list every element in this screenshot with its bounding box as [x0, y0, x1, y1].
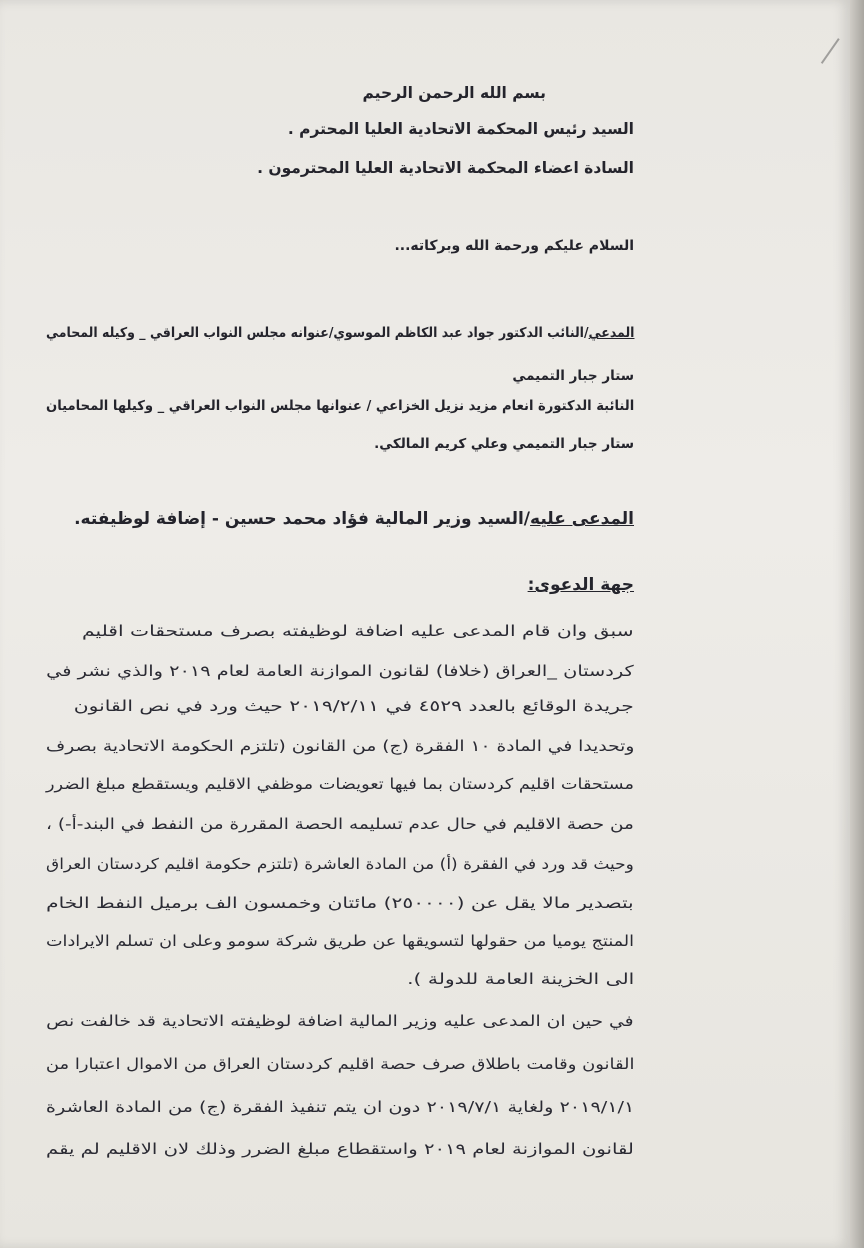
body-line-7: وحيث قد ورد في الفقرة (أ) من المادة العاشرة (تلتزم حكومة اقليم كردستان العراق	[46, 855, 634, 873]
plaintiff-line-2: ستار جبار التميمي	[512, 368, 634, 384]
body-line-6: من حصة الاقليم في حال عدم تسليمه الحصة المقررة من النفط في البند-أ-) ،	[46, 815, 634, 833]
addressee-president: السيد رئيس المحكمة الاتحادية العليا المحترم .	[287, 120, 634, 138]
body-line-12: القانون وقامت باطلاق صرف حصة اقليم كردستان العراق من الاموال اعتبارا من	[45, 1055, 634, 1073]
body-line-2: كردستان _العراق (خلافا) لقانون الموازنة العامة لعام ٢٠١٩ والذي نشر في	[46, 662, 634, 680]
body-line-14: لقانون الموازنة لعام ٢٠١٩ واستقطاع مبلغ الضرر وذلك لان الاقليم لم يقم	[46, 1140, 634, 1158]
plaintiff-line-4: ستار جبار التميمي وعلي كريم المالكي.	[374, 436, 634, 452]
body-line-5: مستحقات اقليم كردستان بما فيها تعويضات موظفي الاقليم ويستقطع مبلغ الضرر	[46, 775, 634, 793]
body-line-13: ٢٠١٩/١/١ ولغاية ٢٠١٩/٧/١ دون ان يتم تنفيذ الفقرة (ج) من المادة العاشرة	[45, 1098, 634, 1116]
paper-edge	[850, 0, 864, 1248]
plaintiff-line-3: النائبة الدكتورة انعام مزيد نزيل الخزاعي / عنوانها مجلس النواب العراقي _ وكيلها المحاميان	[45, 398, 634, 414]
defendant-text: /السيد وزير المالية فؤاد محمد حسين - إضافة لوظيفته.	[74, 509, 531, 529]
defendant-label: المدعى عليه	[530, 509, 634, 529]
basmala: بسم الله الرحمن الرحيم	[362, 84, 546, 102]
body-line-11: في حين ان المدعى عليه وزير المالية اضافة لوظيفته الاتحادية قد خالفت نص	[46, 1012, 634, 1030]
claim-heading: جهة الدعوى:	[527, 575, 634, 595]
body-line-9: المنتج يوميا من حقولها لتسويقها عن طريق شركة سومو وعلى ان تسلم الايرادات	[45, 932, 634, 950]
plaintiff-line-1	[46, 325, 634, 341]
body-line-4: وتحديدا في المادة ١٠ الفقرة (ج) من القانون (تلتزم الحكومة الاتحادية بصرف	[45, 737, 634, 755]
body-line-3: جريدة الوقائع بالعدد ٤٥٢٩ في ٢٠١٩/٢/١١ حيث ورد في نص القانون	[73, 697, 634, 715]
greeting: السلام عليكم ورحمة الله وبركاته...	[394, 238, 634, 254]
plaintiff-label: المدعي	[588, 325, 634, 341]
body-line-1: سبق وان قام المدعى عليه اضافة لوظيفته بصرف مستحقات اقليم	[82, 622, 634, 640]
addressee-members: السادة اعضاء المحكمة الاتحادية العليا المحترمون .	[257, 159, 634, 177]
defendant-line	[74, 509, 634, 529]
body-line-10: الى الخزينة العامة للدولة ).	[406, 970, 634, 988]
plaintiff-text: /النائب الدكتور جواد عبد الكاظم الموسوي/عنوانه مجلس النواب العراقي _ وكيله المحامي	[45, 325, 589, 341]
body-line-8: بتصدير مالا يقل عن (٢٥٠٠٠٠) مائتان وخمسون الف برميل النفط الخام	[46, 894, 634, 912]
